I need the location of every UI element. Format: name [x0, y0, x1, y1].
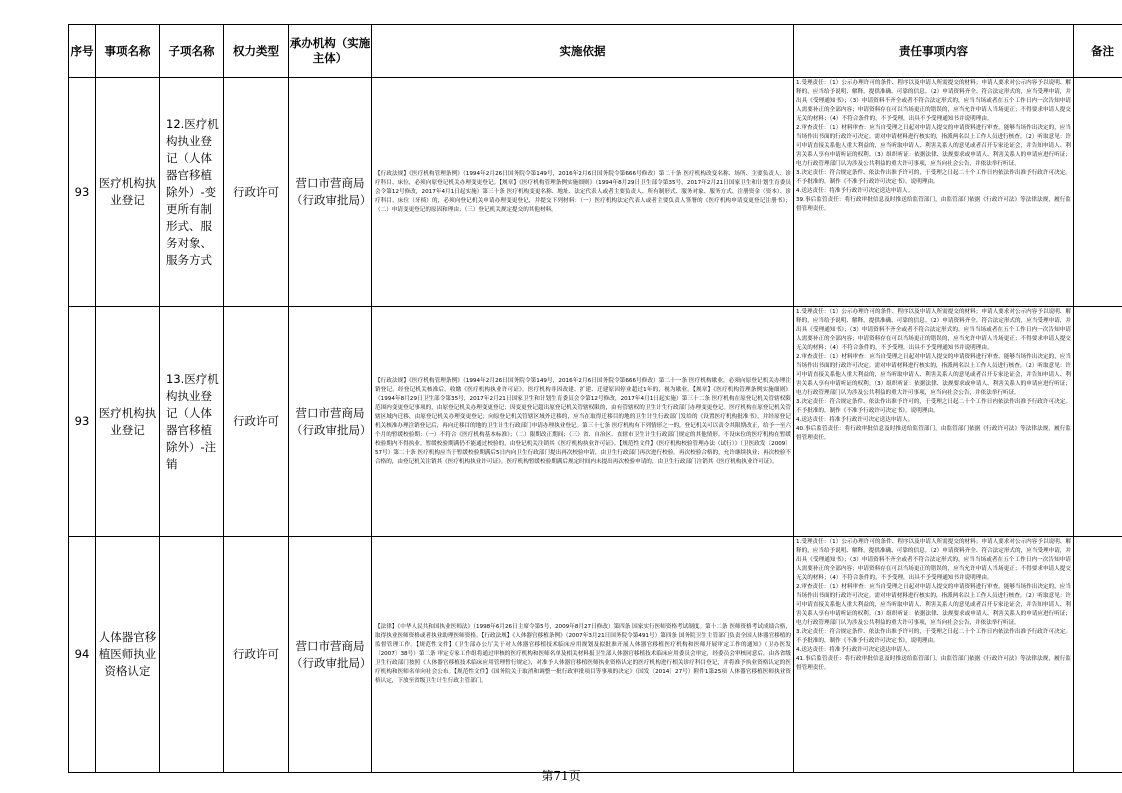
- remarks: [1074, 537, 1122, 773]
- responsibility-item: 2.审查责任：（1）材料审查：应当自受理之日起对申请人提交的申请资料进行审查，能够当场作出决定的，应当当场作出书面的行政许可决定。需对申请材料进行核实的，指派两名以上工作人员进行核查。（2）听取意见：许可申请直接关系他人重大利益的，应当听取申请人、利害关系人的意见或者召开专家论证会，并告知申请人、利害关系人享有申请听证的权利。（3）组织听证：依据法律、法规要求或申请人、利害关系人的申请应进行听证；电力行政管理部门认为涉及公共利益的重大许可事项，应当向社会公告，并依法举行听证。: [796, 125, 1071, 167]
- responsibility-item: 40.事后监管责任：将行政审批信息及时推送给监管部门，由监管部门依据《行政许可法》等法律法规，履行监督管理责任。: [796, 426, 1071, 441]
- handling-agency: 营口市营商局（行政审批局）: [289, 537, 372, 773]
- responsibility-item: 41.事后监管责任：将行政审批信息及时推送给监管部门，由监管部门依据《行政许可法》等法律法规，履行监督管理责任。: [796, 656, 1071, 671]
- responsibility-item: 4.送达责任：将准予行政许可决定送达申请人。: [796, 417, 914, 423]
- responsibility-item: 4.送达责任：将准予行政许可决定送达申请人。: [796, 647, 914, 653]
- responsibility-item: 39.事后监管责任：将行政审批信息及时推送给监管部门，由监管部门依据《行政许可法》等法律法规，履行监督管理责任。: [796, 197, 1071, 212]
- responsibility-item: 3.决定责任：符合规定条件、依法作出准予许可的，于受理之日起二十个工作日内依法作出准予行政许可决定。不予批准的，制作《不准予行政许可决定书》，说明理由。: [796, 399, 1071, 414]
- header-cell: 承办机构（实施主体）: [289, 25, 372, 78]
- legal-basis: 【行政法规】《医疗机构管理条例》（1994年2月26日国务院令第149号，2016年2月6日国务院令第666号修改）第二十条 医疗机构改变名称、场所、主要负责人、诊疗科目、床位，必须向原登记机关办理变更登记。【规章】《医疗机构管理条例实施细则》（1994年8月29日卫生部令第35号，2017年2月21日国家卫生和计划生育委员会令第12号修改，2017年4月1日起实施）第三十条 医疗机构变更名称、地址、法定代表人或者主要负责人、所有制形式、服务对象、服务方式、注册资金（资本）、诊疗科目、床位（牙椅）的，必须向登记机关申请办理变更登记，并提交下列材料：（一）医疗机构法定代表人或者主要负责人签署的《医疗机构申请变更登记注册书》；（二）申请变更登记的原因和理由；（三）登记机关规定提交的其他材料。: [372, 78, 794, 307]
- power-type: 行政许可: [224, 307, 289, 537]
- handling-agency: 营口市营商局（行政审批局）: [289, 307, 372, 537]
- header-cell: 序号: [69, 25, 96, 78]
- row-number: 94: [69, 537, 96, 773]
- header-cell: 实施依据: [372, 25, 794, 78]
- header-cell: 责任事项内容: [794, 25, 1074, 78]
- responsibility-content: [794, 537, 1074, 773]
- table-row: [69, 307, 1122, 537]
- table-row: [69, 537, 1122, 773]
- item-name: 医疗机构执业登记: [96, 78, 160, 307]
- item-name: 医疗机构执业登记: [96, 307, 160, 537]
- sub-item-name: 13.医疗机构执业登记（人体器官移植除外）-注销: [160, 307, 224, 537]
- header-cell: 事项名称: [96, 25, 160, 78]
- row-number: 93: [69, 307, 96, 537]
- responsibility-item: 2.审查责任：（1）材料审查：应当自受理之日起对申请人提交的申请资料进行审查，能够当场作出决定的，应当当场作出书面的行政许可决定。需对申请材料进行核实的，指派两名以上工作人员进行核查。（2）听取意见：许可申请直接关系他人重大利益的，应当听取申请人、利害关系人的意见或者召开专家论证会，并告知申请人、利害关系人享有申请听证的权利。（3）组织听证：依据法律、法规要求或申请人、利害关系人的申请应进行听证；电力行政管理部门认为涉及公共利益的重大许可事项，应当向社会公告，并依法举行听证。: [796, 584, 1071, 626]
- handling-agency: 营口市营商局（行政审批局）: [289, 78, 372, 307]
- remarks: [1074, 78, 1122, 307]
- power-type: 行政许可: [224, 78, 289, 307]
- row-number: 93: [69, 78, 96, 307]
- page-number: 第71页: [541, 769, 581, 783]
- responsibility-item: 4.送达责任：将准予行政许可决定送达申请人。: [796, 188, 914, 194]
- sub-item-name: [160, 537, 224, 773]
- responsibility-item: 1.受理责任：（1）公示办理许可的条件、程序以及申请人所需提交的材料；申请人要求对公示内容予以说明、解释的，应当给予说明、解释，提供准确、可靠的信息。（2）申请资料齐全、符合法定形式的，应当受理申请，并出具《受理通知书》；（3）申请资料不齐全或者不符合法定形式的，应当当场或者在五个工作日内一次告知申请人需要补正的全部内容；申请资料存在可以当场更正的错误的，应当允许申请人当场更正；不得要求申请人提交无关的材料；（4）不符合条件的，不予受理，出具不予受理通知书并说明理由。: [796, 539, 1071, 581]
- sub-item-name: 12.医疗机构执业登记（人体器官移植除外）-变更所有制形式、服务对象、服务方式: [160, 78, 224, 307]
- header-row: [69, 25, 1122, 78]
- table-row: [69, 78, 1122, 307]
- remarks: [1074, 307, 1122, 537]
- responsibility-item: 3.决定责任：符合规定条件、依法作出准予许可的，于受理之日起二十个工作日内依法作出准予行政许可决定。不予批准的，制作《不准予行政许可决定书》，说明理由。: [796, 170, 1071, 185]
- responsibility-item: 1.受理责任：（1）公示办理许可的条件、程序以及申请人所需提交的材料；申请人要求对公示内容予以说明、解释的，应当给予说明、解释，提供准确、可靠的信息。（2）申请资料齐全、符合法定形式的，应当受理申请，并出具《受理通知书》；（3）申请资料不齐全或者不符合法定形式的，应当当场或者在五个工作日内一次告知申请人需要补正的全部内容；申请资料存在可以当场更正的错误的，应当允许申请人当场更正；不得要求申请人提交无关的材料；（4）不符合条件的，不予受理，出具不予受理通知书并说明理由。: [796, 309, 1071, 351]
- header-cell: 权力类型: [224, 25, 289, 78]
- responsibility-table: [68, 24, 1122, 773]
- header-cell: 子项名称: [160, 25, 224, 78]
- responsibility-item: 2.审查责任：（1）材料审查：应当自受理之日起对申请人提交的申请资料进行审查，能够当场作出决定的，应当当场作出书面的行政许可决定。需对申请材料进行核实的，指派两名以上工作人员进行核查。（2）听取意见：许可申请直接关系他人重大利益的，应当听取申请人、利害关系人的意见或者召开专家论证会，并告知申请人、利害关系人享有申请听证的权利。（3）组织听证：依据法律、法规要求或申请人、利害关系人的申请应进行听证；电力行政管理部门认为涉及公共利益的重大许可事项，应当向社会公告，并依法举行听证。: [796, 354, 1071, 396]
- power-type: 行政许可: [224, 537, 289, 773]
- responsibility-item: 3.决定责任：符合规定条件、依法作出准予许可的，于受理之日起二十个工作日内依法作出准予行政许可决定。不予批准的，制作《不准予行政许可决定书》，说明理由。: [796, 629, 1071, 644]
- responsibility-content: [794, 307, 1074, 537]
- responsibility-content: [794, 78, 1074, 307]
- header-cell: 备注: [1074, 25, 1122, 78]
- responsibility-item: 1.受理责任：（1）公示办理许可的条件、程序以及申请人所需提交的材料；申请人要求对公示内容予以说明、解释的，应当给予说明、解释，提供准确、可靠的信息。（2）申请资料齐全、符合法定形式的，应当受理申请，并出具《受理通知书》；（3）申请资料不齐全或者不符合法定形式的，应当当场或者在五个工作日内一次告知申请人需要补正的全部内容；申请资料存在可以当场更正的错误的，应当允许申请人当场更正；不得要求申请人提交无关的材料；（4）不符合条件的，不予受理，出具不予受理通知书并说明理由。: [796, 80, 1071, 122]
- legal-basis: 【法律】《中华人民共和国执业医师法》（1998年6月26日主席令第5号，2009年8月27日修改）第四条 国家实行医师资格考试制度。第十二条 医师资格考试成绩合格，取得执业医师资格或者执业助理医师资格。【行政法规】《人体器官移植条例》（2007年3月21日国务院令第491号）第四条 国务院卫生主管部门负责全国人体器官移植的监督管理工作。【规范性文件】《卫生部办公厅关于对人体器官移植技术临床应用规划及拟批准开展人体器官移植医疗机构和医师开展审定工作的通知》（卫办医发〔2007〕38号）第二条 审定专家工作组将通过审核的医疗机构和医师名单及相关材料报卫生部人体器官移植技术临床应用委员会审定，经委员会审核同意后，由各省级卫生行政部门按照《人体器官移植技术临床应用管理暂行规定》，对准予人体器官移植医师执业资格认定的医疗机构进行相关诊疗科目登记，并将准予执业资格认定的医疗机构和医师名单向社会公布。【规范性文件】《国务院关于取消和调整一批行政审批项目等事项的决定》（国发〔2014〕27号）附件1第25项 人体器官移植医师执业资格认定，下放至省级卫生计生行政主管部门。: [372, 537, 794, 773]
- item-name: 人体器官移植医师执业资格认定: [96, 537, 160, 773]
- legal-basis: 【行政法规】《医疗机构管理条例》（1994年2月26日国务院令第149号，2016年2月6日国务院令第666号修改）第二十一条 医疗机构歇业，必须向原登记机关办理注销登记。经登记机关核准后，收缴《医疗机构执业许可证》。医疗机构非因改建、扩建、迁建原因停业超过1年的，视为歇业。【规章】《医疗机构管理条例实施细则》（1994年8月29日卫生部令第35号，2017年2月21日国家卫生和计划生育委员会令第12号修改，2017年4月1日起实施）第三十二条 医疗机构在原登记机关管辖权限范围内变更登记事项的，由原登记机关办理变更登记；因变更登记超出原登记机关管辖权限的，由有管辖权的卫生计生行政部门办理变更登记。医疗机构在原登记机关管辖区域内迁移，由原登记机关办理变更登记；向原登记机关管辖区域外迁移的，应当在取得迁移目的地的卫生计生行政部门发给的《设置医疗机构批准书》，并经原登记机关核准办理注销登记后，再向迁移目的地的卫生计生行政部门申请办理执业登记。第三十七条 医疗机构有下列情形之一的，登记机关可以责令其限期改正，给予一至六个月的暂缓校验期：（一）不符合《医疗机构基本标准》；（二）限期改正期间；（三）省、自治区、直辖市卫生计生行政部门规定的其他情形。不设床位的医疗机构在暂缓校验期内不得执业。暂缓校验期满仍不能通过校验的，由登记机关注销其《医疗机构执业许可证》。【规范性文件】《医疗机构校验管理办法（试行）》（卫医政发〔2009〕57号）第二十条 医疗机构应当于暂缓校验期满后5日内向卫生行政部门提出再次校验申请，由卫生行政部门再次进行校验。再次校验合格的，允许继续执业；再次校验不合格的，由登记机关注销其《医疗机构执业许可证》。医疗机构暂缓校验期满后规定时间内未提出再次校验申请的，由卫生行政部门注销其《医疗机构执业许可证》。: [372, 307, 794, 537]
